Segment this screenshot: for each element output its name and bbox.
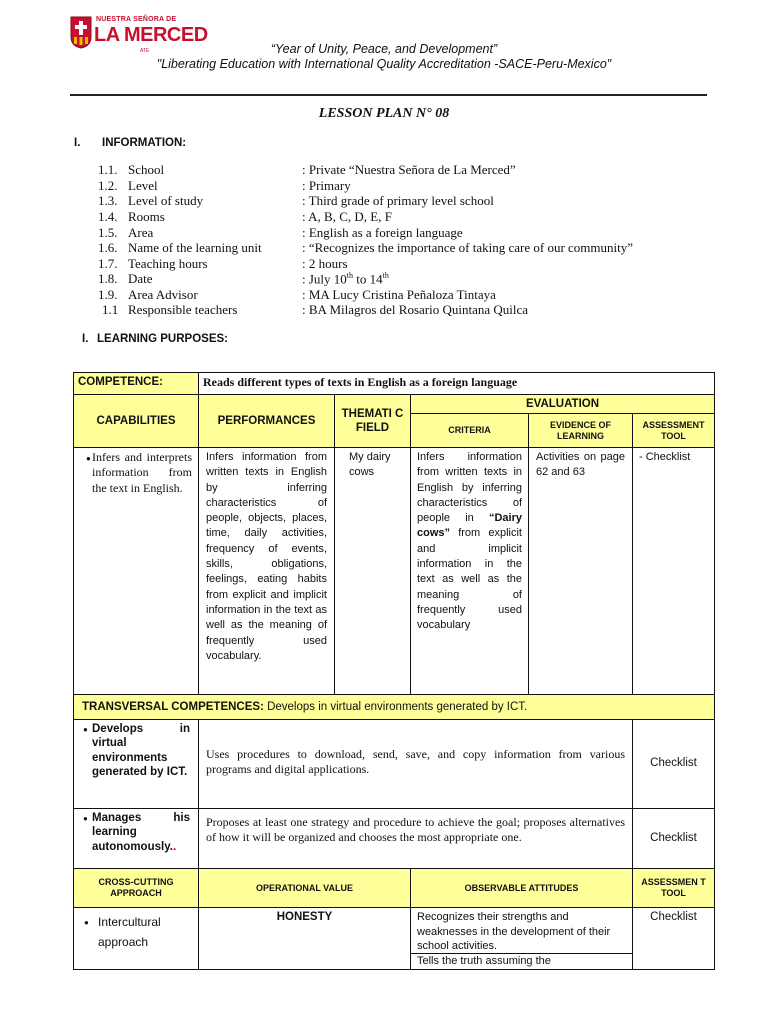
info-label: Area (128, 225, 154, 240)
info-label: Level of study (128, 193, 204, 208)
info-number: 1.5. (98, 225, 118, 240)
tool-cell: - Checklist (632, 447, 715, 695)
header-operational-value: OPERATIONAL VALUE (198, 868, 411, 908)
info-value: : MA Lucy Cristina Peñaloza Tintaya (302, 287, 496, 302)
attitude-cell: Tells the truth assuming the (410, 953, 633, 970)
info-label: Responsible teachers (128, 302, 238, 317)
info-row (0, 271, 768, 287)
transversal-value: Develops in virtual environments generated by ICT. (263, 701, 528, 713)
competence-label: COMPETENCE: (73, 372, 199, 395)
header-cross-assessment-tool: ASSESSMEN T TOOL (632, 868, 715, 908)
bullet-icon: ● (86, 454, 91, 463)
info-row (0, 302, 768, 318)
info-label: School (128, 162, 165, 177)
info-number: 1.3. (98, 193, 118, 208)
transversal-label: TRANSVERSAL COMPETENCES: (82, 701, 264, 713)
approach-cell (73, 907, 199, 970)
info-row (0, 240, 768, 256)
transversal-description-cell: Proposes at least one strategy and procedure to achieve the goal; proposes alternatives of how it will be organized and chooses the most appropriate one. (198, 808, 633, 869)
info-row (0, 209, 768, 225)
logo-small-text: NUESTRA SEÑORA DE (96, 16, 177, 23)
page-title: LESSON PLAN N° 08 (318, 106, 450, 121)
info-row (0, 162, 768, 178)
info-number: 1.7. (98, 256, 118, 271)
info-row (0, 256, 768, 272)
info-number: 1.1. (98, 162, 118, 177)
motto-accreditation: "Liberating Education with International Quality Accreditation -SACE-Peru-Mexico" (156, 57, 612, 71)
motto-year: “Year of Unity, Peace, and Development” (270, 42, 498, 56)
section-numeral: I. (74, 137, 81, 149)
transversal-tool-cell: Checklist (632, 719, 715, 809)
info-number: 1.2. (98, 178, 118, 193)
info-label: Level (128, 178, 158, 193)
header-observable-attitudes: OBSERVABLE ATTITUDES (410, 868, 633, 908)
attitude-cell: Recognizes their strengths and weaknesses in the development of their school activities. (410, 907, 633, 954)
info-value: : A, B, C, D, E, F (302, 209, 392, 224)
competence-value: Reads different types of texts in English as a foreign language (198, 372, 715, 395)
info-number: 1.9. (98, 287, 118, 302)
info-label: Date (128, 271, 153, 286)
performance-cell: Infers information from written texts in English by inferring characteristics of people, objects, places, time, daily activities, frequency of events, skills, obligations, feelings, eating habits from explicit and implicit information in the text as well as the meaning of frequently used vocabulary. (198, 447, 335, 695)
header-divider (70, 94, 707, 96)
info-row (0, 193, 768, 209)
info-row (0, 178, 768, 194)
info-value: : 2 hours (302, 256, 348, 271)
criteria-text-a: Infers information from written texts in English by inferring characteristics of people in (417, 451, 522, 525)
transversal-capability-cell (73, 808, 199, 869)
header-evaluation: EVALUATION (410, 394, 715, 414)
date-end-suffix: th (382, 271, 389, 280)
transversal-capability-cell (73, 719, 199, 809)
approach-text: Intercultural approach (98, 915, 161, 949)
header-cross-cutting-approach: CROSS-CUTTING APPROACH (73, 868, 199, 908)
operational-value-cell: HONESTY (198, 907, 411, 970)
criteria-text-b: from explicit and implicit information in the text as well as the meaning of frequently used vocabulary (417, 527, 522, 632)
transversal-tool-cell: Checklist (632, 808, 715, 869)
info-number: 1.8. (98, 271, 118, 286)
info-value: : BA Milagros del Rosario Quintana Quilca (302, 302, 529, 317)
date-end: to 14 (353, 271, 383, 287)
info-row (0, 225, 768, 241)
date-start-suffix: th (346, 271, 354, 280)
section-numeral: I. (82, 333, 89, 345)
info-value: : “Recognizes the importance of taking care of our community” (302, 240, 634, 255)
info-label: Rooms (128, 209, 165, 224)
info-value: : English as a foreign language (302, 225, 463, 240)
info-label: Area Advisor (128, 287, 198, 302)
info-value: : Primary (302, 178, 351, 193)
bullet-icon: ● (83, 814, 88, 823)
bullet-icon: ● (83, 725, 88, 734)
header-criteria: CRITERIA (410, 413, 529, 448)
header-capabilities: CAPABILITIES (73, 394, 199, 448)
cross-tool-cell: Checklist (632, 907, 715, 970)
info-value: : Private “Nuestra Señora de La Merced” (302, 162, 516, 177)
logo-sub: ATE (140, 48, 150, 54)
transversal-competences-row (73, 694, 715, 720)
capability-text: Infers and interprets information from the text in English. (92, 450, 192, 495)
transversal-capability-tail: . (172, 840, 177, 853)
section-title-learning-purposes: LEARNING PURPOSES: (97, 333, 228, 345)
info-label: Teaching hours (128, 256, 208, 271)
header-evidence: EVIDENCE OF LEARNING (528, 413, 633, 448)
info-number: 1.4. (98, 209, 118, 224)
thematic-cell: My dairy cows (334, 447, 411, 695)
transversal-capability-text: Manages his learning autonomously. (92, 812, 190, 853)
logo-title: LA MERCED (94, 24, 208, 46)
evidence-cell: Activities on page 62 and 63 (528, 447, 633, 695)
header-performances: PERFORMANCES (198, 394, 335, 448)
info-row (0, 287, 768, 303)
section-title-information: INFORMATION: (102, 137, 187, 149)
header-assessment-tool: ASSESSMENT TOOL (632, 413, 715, 448)
info-number: 1.6. (98, 240, 118, 255)
info-label: Name of the learning unit (128, 240, 262, 255)
info-value-date (302, 271, 389, 287)
header-thematic-field: THEMATI C FIELD (334, 394, 411, 448)
info-number: 1.1 (102, 302, 119, 317)
capability-cell (73, 447, 199, 695)
criteria-text-bold: “Dairy cows” (417, 512, 522, 540)
bullet-icon: ● (84, 918, 89, 927)
transversal-capability-text: Develops in virtual environments generated by ICT. (92, 723, 190, 778)
info-value: : Third grade of primary level school (302, 193, 494, 208)
date-start: : July 10 (302, 271, 347, 287)
criteria-cell (410, 447, 529, 695)
transversal-description-cell: Uses procedures to download, send, save, and copy information from various programs and digital applications. (198, 719, 633, 809)
